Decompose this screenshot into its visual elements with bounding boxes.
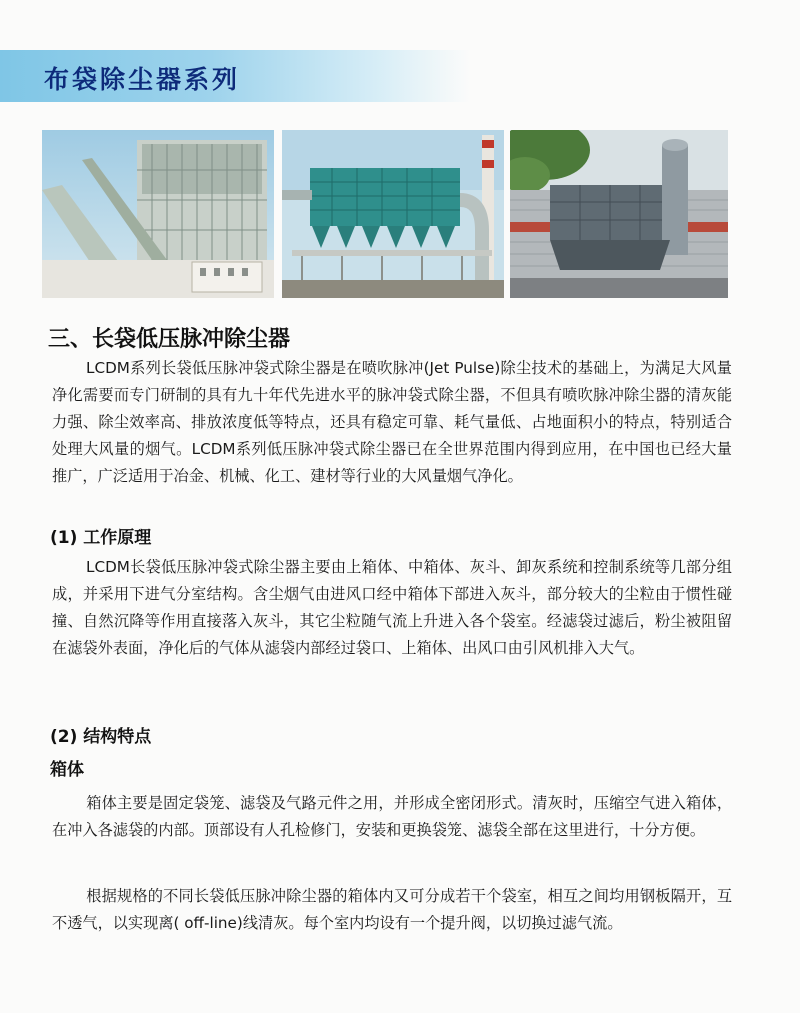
box-text-1: 箱体主要是固定袋笼、滤袋及气路元件之用，并形成全密闭形式。清灰时，压缩空气进入箱体，在冲入各滤袋的内部。顶部设有人孔检修门，安装和更换袋笼、滤袋全部在这里进行，十分方便。 [52,794,732,839]
intro-paragraph [52,355,732,490]
principle-text: LCDM长袋低压脉冲袋式除尘器主要由上箱体、中箱体、灰斗、卸灰系统和控制系统等几部分组成，并采用下进气分室结构。含尘烟气由进风口经中箱体下部进入灰斗，部分较大的尘粒由于惯性碰撞、自然沉降等作用直接落入灰斗，其它尘粒随气流上升进入各个袋室。经滤袋过滤后，粉尘被阻留在滤袋外表面，净化后的气体从滤袋内部经过袋口、上箱体、出风口由引风机排入大气。 [52,558,732,657]
section-heading: 三、长袋低压脉冲除尘器 [48,327,291,352]
item-heading-box: 箱体 [50,760,84,780]
plant-photo-2 [282,130,504,298]
subsection-heading-principle: (1) 工作原理 [50,528,152,548]
box-text-2: 根据规格的不同长袋低压脉冲除尘器的箱体内又可分成若干个袋室，相互之间均用钢板隔开，互不透气，以实现离( off-line)线清灰。每个室内均设有一个提升阀，以切换过滤气流。 [52,887,732,932]
banner-title: 布袋除尘器系列 [44,65,241,94]
box-paragraph-2 [52,883,732,937]
box-paragraph-1 [52,790,732,844]
plant-photo-1 [42,130,274,298]
intro-text: LCDM系列长袋低压脉冲袋式除尘器是在喷吹脉冲(Jet Pulse)除尘技术的基础上，为满足大风量净化需要而专门研制的具有九十年代先进水平的脉冲袋式除尘器，不但具有喷吹脉冲除尘器的清灰能力强、除尘效率高、排放浓度低等特点，还具有稳定可靠、耗气量低、占地面积小的特点，特别适合处理大风量的烟气。LCDM系列低压脉冲袋式除尘器已在全世界范围内得到应用，在中国也已经大量推广，广泛适用于冶金、机械、化工、建材等行业的大风量烟气净化。 [52,359,732,485]
principle-paragraph [52,554,732,662]
plant-photo-3 [510,130,728,298]
subsection-heading-structure: (2) 结构特点 [50,727,152,747]
title-banner [0,50,470,102]
